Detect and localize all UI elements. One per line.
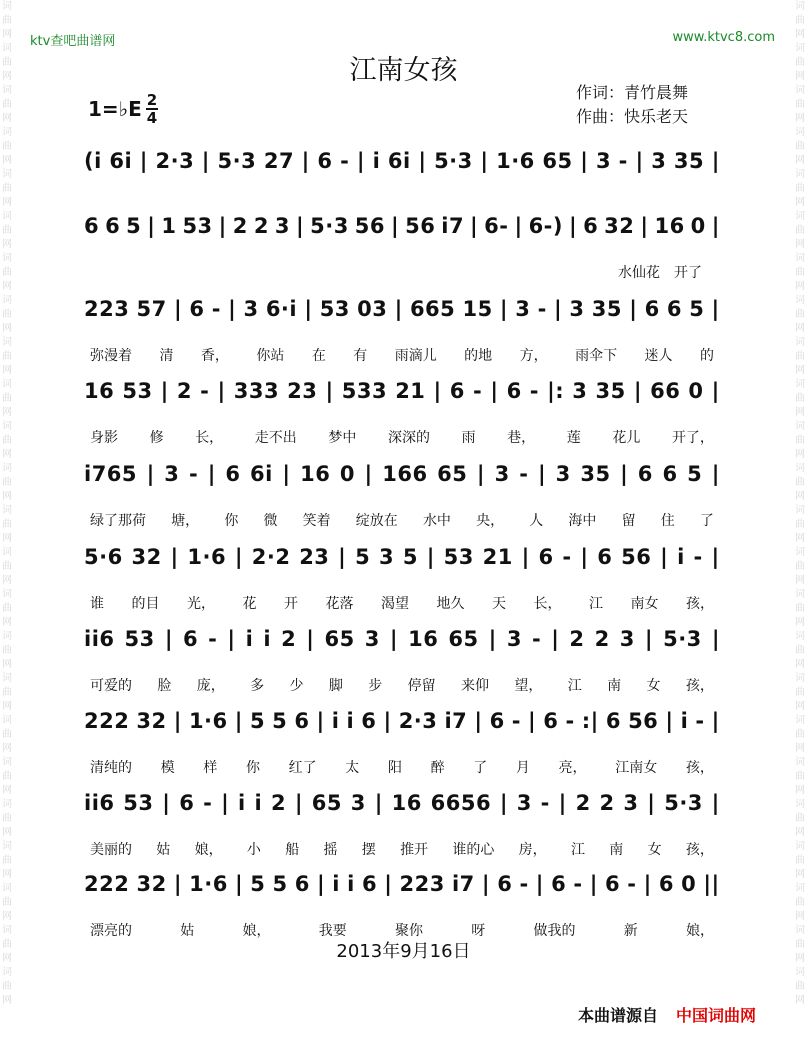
notation-line: 6 6 5 | 1 53 | 2 2 3 | 5·3 56 | 56 i7 | 6- | 6-) | 6 32 | 16 0 |	[84, 214, 720, 238]
notation-line: 222 32 | 1·6 | 5 5 6 | i i 6 | 223 i7 | 6 - | 6 - | 6 - | 6 0 ||	[84, 872, 720, 896]
meter-top: 2	[146, 91, 158, 109]
score-system	[84, 210, 720, 280]
lyrics-line: 清纯的 模 样 你 红了 太 阳 醉 了 月 亮， 江南女 孩，	[90, 760, 714, 776]
lyrics-line: 谁 的目 光， 花 开 花落 渴望 地久 天 长， 江 南女 孩，	[90, 596, 714, 612]
footer-brand[interactable]: 中国词曲网	[676, 1006, 757, 1025]
side-watermark-right: 词曲网词曲网词曲网词曲网词曲网词曲网词曲网词曲网词曲网词曲网词曲网词曲网词曲网词曲网词曲网词曲网词曲网词曲网词曲网词曲网词曲网词曲网词曲网词曲网	[795, 1, 805, 1006]
score-system	[84, 293, 720, 363]
notation-line: (i 6i | 2·3 | 5·3 27 | 6 - | i 6i | 5·3 | 1·6 65 | 3 - | 3 35 |	[84, 149, 720, 173]
lyrics-line: 可爱的 脸 庞， 多 少 脚 步 停留 来仰 望， 江 南 女 孩，	[90, 678, 714, 694]
time-signature	[146, 92, 158, 126]
lyrics-line: 漂亮的 姑 娘， 我要 聚你 呀 做我的 新 娘，	[90, 923, 714, 939]
score-system	[84, 145, 720, 215]
score-system	[84, 541, 720, 611]
score-system	[84, 458, 720, 528]
notation-line: 5·6 32 | 1·6 | 2·2 23 | 5 3 5 | 53 21 | 6 - | 6 56 | i - |	[84, 545, 720, 569]
notation-line: 223 57 | 6 - | 3 6·i | 53 03 | 665 15 | 3 - | 3 35 | 6 6 5 |	[84, 297, 720, 321]
notation-line: 222 32 | 1·6 | 5 5 6 | i i 6 | 2·3 i7 | 6 - | 6 - :| 6 56 | i - |	[84, 709, 720, 733]
lyrics-line: 身影 修 长， 走不出 梦中 深深的 雨 巷， 莲 花儿 开了，	[90, 430, 714, 446]
lyrics-line: 美丽的 姑 娘， 小 船 摇 摆 推开 谁的心 房， 江 南 女 孩，	[90, 842, 714, 858]
lyrics-line: 弥漫着 清 香， 你站 在 有 雨滴儿 的地 方， 雨伞下 迷人 的	[90, 348, 714, 364]
lyricist-credit: 作词：青竹晨舞	[576, 83, 689, 102]
meter-bottom: 4	[146, 109, 158, 127]
footer-source	[578, 1003, 756, 1026]
composer-credit: 作曲：快乐老天	[576, 107, 689, 126]
score-system	[84, 705, 720, 775]
lyrics-line: 绿了那荷 塘， 你 微 笑着 绽放在 水中 央， 人 海中 留 住 了	[90, 513, 714, 529]
score-system	[84, 787, 720, 857]
site-link-left[interactable]: ktv查吧曲谱网	[30, 34, 116, 49]
score-system	[84, 868, 720, 938]
footer-label: 本曲谱源自	[578, 1006, 659, 1025]
notation-line: ii6 53 | 6 - | i i 2 | 65 3 | 16 65 | 3 - | 2 2 3 | 5·3 |	[84, 627, 720, 651]
score-system	[84, 623, 720, 693]
notation-line: ii6 53 | 6 - | i i 2 | 65 3 | 16 6656 | 3 - | 2 2 3 | 5·3 |	[84, 791, 720, 815]
song-title: 江南女孩	[349, 55, 458, 86]
notation-line: i765 | 3 - | 6 6i | 16 0 | 166 65 | 3 - | 3 35 | 6 6 5 |	[84, 462, 720, 486]
lyrics-line: 水仙花 开了	[618, 265, 702, 281]
site-link-right[interactable]: www.ktvc8.com	[672, 30, 775, 45]
notation-line: 16 53 | 2 - | 333 23 | 533 21 | 6 - | 6 - |: 3 35 | 66 0 |	[84, 379, 720, 403]
date: 2013年9月16日	[336, 941, 471, 962]
key-signature: 1=♭E	[88, 97, 142, 121]
score-system	[84, 375, 720, 445]
side-watermark-left: 词曲网词曲网词曲网词曲网词曲网词曲网词曲网词曲网词曲网词曲网词曲网词曲网词曲网词曲网词曲网词曲网词曲网词曲网词曲网词曲网词曲网词曲网词曲网词曲网	[2, 1, 12, 1006]
